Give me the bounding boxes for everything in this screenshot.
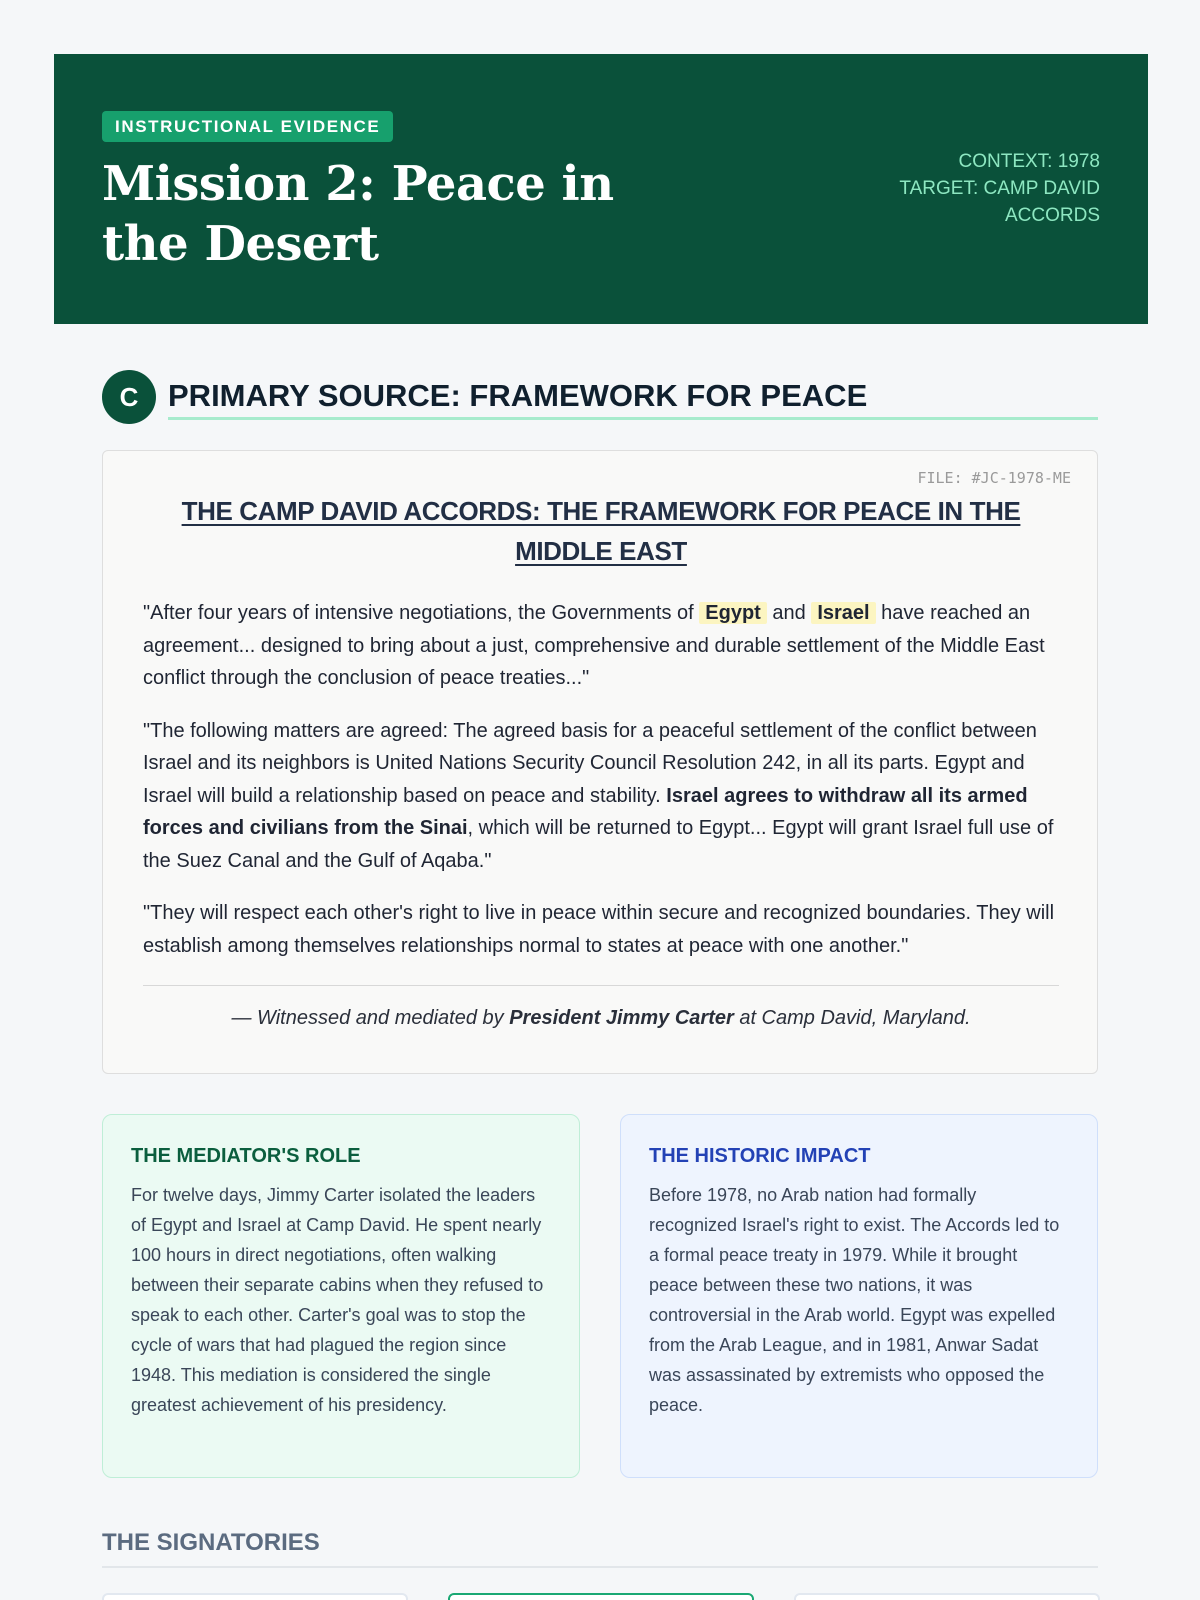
quote-text: have reached an agreement... designed to bring about a just, comprehensive and durable settlement of the Middle East conflict through the conclusion of peace treaties..." bbox=[143, 602, 1045, 689]
mission-context bbox=[840, 148, 1100, 229]
section-letter-icon: C bbox=[102, 370, 156, 424]
file-id: FILE: #JC-1978-ME bbox=[917, 469, 1071, 487]
quote-paragraph-1 bbox=[143, 597, 1059, 695]
attribution-name: President Jimmy Carter bbox=[509, 1007, 734, 1029]
highlight-israel: Israel bbox=[811, 602, 875, 624]
mission-title: Mission 2: Peace in the Desert bbox=[102, 156, 614, 272]
attribution-text: — Witnessed and mediated by bbox=[231, 1007, 510, 1029]
document-title: THE CAMP DAVID ACCORDS: THE FRAMEWORK FOR PEACE IN THE MIDDLE EAST bbox=[181, 496, 1021, 566]
quote-text: , which will be returned to Egypt... Egypt will grant Israel full use of the Suez Canal and the Gulf of Aqaba." bbox=[143, 817, 1054, 872]
primary-source-document bbox=[102, 450, 1098, 1074]
historic-impact-card bbox=[620, 1114, 1098, 1478]
category-badge: INSTRUCTIONAL EVIDENCE bbox=[102, 111, 393, 142]
quote-text: "After four years of intensive negotiations, the Governments of bbox=[143, 602, 700, 624]
context-target: TARGET: CAMP DAVID ACCORDS bbox=[899, 178, 1100, 226]
signatory-card[interactable] bbox=[102, 1593, 408, 1600]
context-year: CONTEXT: 1978 bbox=[958, 151, 1100, 172]
mediator-role-card bbox=[102, 1114, 580, 1478]
quote-paragraph-2 bbox=[143, 715, 1059, 878]
document-body bbox=[143, 597, 1059, 982]
mission-banner bbox=[54, 54, 1148, 324]
quote-emphasis: Israel agrees to withdraw all its armed forces and civilians from the Sinai bbox=[143, 784, 1028, 839]
highlight-egypt: Egypt bbox=[699, 602, 767, 624]
mediator-role-title: THE MEDIATOR'S ROLE bbox=[131, 1145, 361, 1167]
mediator-role-text: For twelve days, Jimmy Carter isolated the leaders of Egypt and Israel at Camp David. He spent nearly 100 hours in direct negotiations, often walking between their separate cabins when they refused to speak to each other. Carter's goal was to stop the cycle of wars that had plagued the region since 1948. This mediation is considered the single greatest achievement of his presidency. bbox=[131, 1185, 544, 1415]
quote-paragraph-3: "They will respect each other's right to live in peace within secure and recognized boundaries. They will establish among themselves relationships normal to states at peace with one another." bbox=[143, 902, 1055, 957]
attribution bbox=[143, 1003, 1059, 1033]
attribution-text: at Camp David, Maryland. bbox=[733, 1007, 971, 1029]
historic-impact-text: Before 1978, no Arab nation had formally recognized Israel's right to exist. The Accords led to a formal peace treaty in 1979. While it brought peace between these two nations, it was controversial in the Arab world. Egypt was expelled from the Arab League, and in 1981, Anwar Sadat was assassinated by extremists who opposed the peace. bbox=[649, 1185, 1060, 1415]
signatory-card-selected[interactable] bbox=[448, 1593, 754, 1600]
quote-text: "The following matters are agreed: The agreed basis for a peaceful settlement of the conflict between Israel and its neighbors is United Nations Security Council Resolution 242, in all its parts. Egypt and Israel will build a relationship based on peace and stability. bbox=[143, 719, 1037, 807]
signatory-card[interactable] bbox=[794, 1593, 1100, 1600]
section-title: PRIMARY SOURCE: FRAMEWORK FOR PEACE bbox=[168, 376, 1098, 420]
historic-impact-title: THE HISTORIC IMPACT bbox=[649, 1145, 871, 1167]
quote-text: and bbox=[766, 602, 812, 624]
document-divider bbox=[143, 985, 1059, 986]
signatories-heading: THE SIGNATORIES bbox=[102, 1526, 1098, 1568]
